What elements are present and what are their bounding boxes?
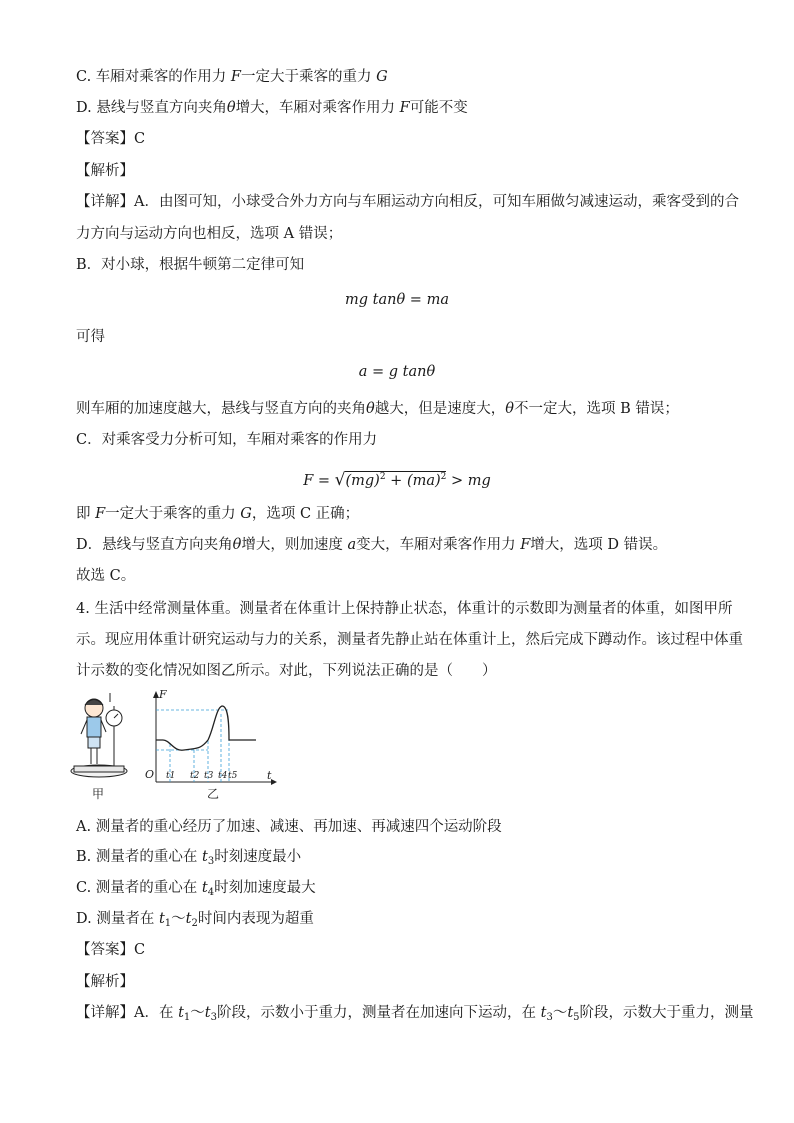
q4-option-c: C. 测量者的重心在 $t_4$时刻加速度最大 [76,880,316,898]
q4-stem-line1: 4. 生活中经常测量体重。测量者在体重计上保持静止状态，体重计的示数即为测量者的体重，如图甲所 [76,601,733,617]
q4-answer-line: 【答案】C [76,942,146,958]
q4-option-a: A. 测量者的重心经历了加速、减速、再加速、再减速四个运动阶段 [76,819,502,835]
q4-figure [66,686,286,804]
q4-option-d: D. 测量者在 $t_1\sim t_2$时间内表现为超重 [76,911,314,929]
equation-1: mg tanθ = ma [345,292,449,308]
equation-2: a = g tanθ [358,364,436,380]
detail-b-line2: 可得 [76,329,105,345]
detail-d-line: D．悬线与竖直方向夹角θ增大，则加速度 a变大，车厢对乘客作用力 F增大，选项 D 错误。 [76,537,668,553]
figure-label-jia: 甲 [92,787,105,801]
detail-b-line1: B．对小球，根据牛顿第二定律可知 [76,257,305,273]
person-on-scale-illustration [71,693,127,777]
analysis-heading: 【解析】 [76,163,134,179]
option-d: D. 悬线与竖直方向夹角θ增大，车厢对乘客作用力 F可能不变 [76,100,468,116]
detail-a-line2: 力方向与运动方向也相反，选项 A 错误； [76,226,343,242]
detail-c-line2: 即 F一定大于乘客的重力 G，选项 C 正确； [76,506,360,522]
q4-detail-line: 【详解】A．在 $t_1\sim t_3$阶段，示数小于重力，测量者在加速向下运动，在 $t_3\sim t_5$阶段，示数大于重力，测量 [76,1005,754,1023]
tick-t4: t4 [218,771,228,781]
tick-t2: t2 [190,771,200,781]
force-curve [156,706,256,750]
option-c: C. 车厢对乘客的作用力 F一定大于乘客的重力 G [76,69,388,85]
equation-3: F = √(mg)$^2$ + (ma)$^2$ > mg [303,469,491,490]
detail-b-line3: 则车厢的加速度越大，悬线与竖直方向的夹角θ越大，但是速度大，θ不一定大，选项 B 错误； [76,401,679,417]
detail-c-line1: C．对乘客受力分析可知，车厢对乘客的作用力 [76,432,378,448]
answer-line: 【答案】C [76,131,146,147]
tick-t5: t5 [228,771,238,781]
origin-label: O [145,768,155,781]
tick-t1: t1 [166,771,176,781]
tick-t3: t3 [204,771,214,781]
conclusion: 故选 C。 [76,568,136,584]
axis-x-label: t [267,769,272,782]
q4-stem-line2: 示。现应用体重计研究运动与力的关系，测量者先静止站在体重计上，然后完成下蹲动作。该过程中体重 [76,632,743,648]
q4-option-b: B. 测量者的重心在 $t_3$时刻速度最小 [76,849,302,867]
axis-y-label: F [159,688,167,701]
q4-analysis-heading: 【解析】 [76,974,134,990]
figure-label-yi: 乙 [207,787,220,801]
q4-stem-line3: 计示数的变化情况如图乙所示。对此，下列说法正确的是（ ） [76,663,497,679]
detail-a-line1: 【详解】A．由图可知，小球受合外力方向与车厢运动方向相反，可知车厢做匀减速运动，乘客受到的合 [76,194,739,210]
